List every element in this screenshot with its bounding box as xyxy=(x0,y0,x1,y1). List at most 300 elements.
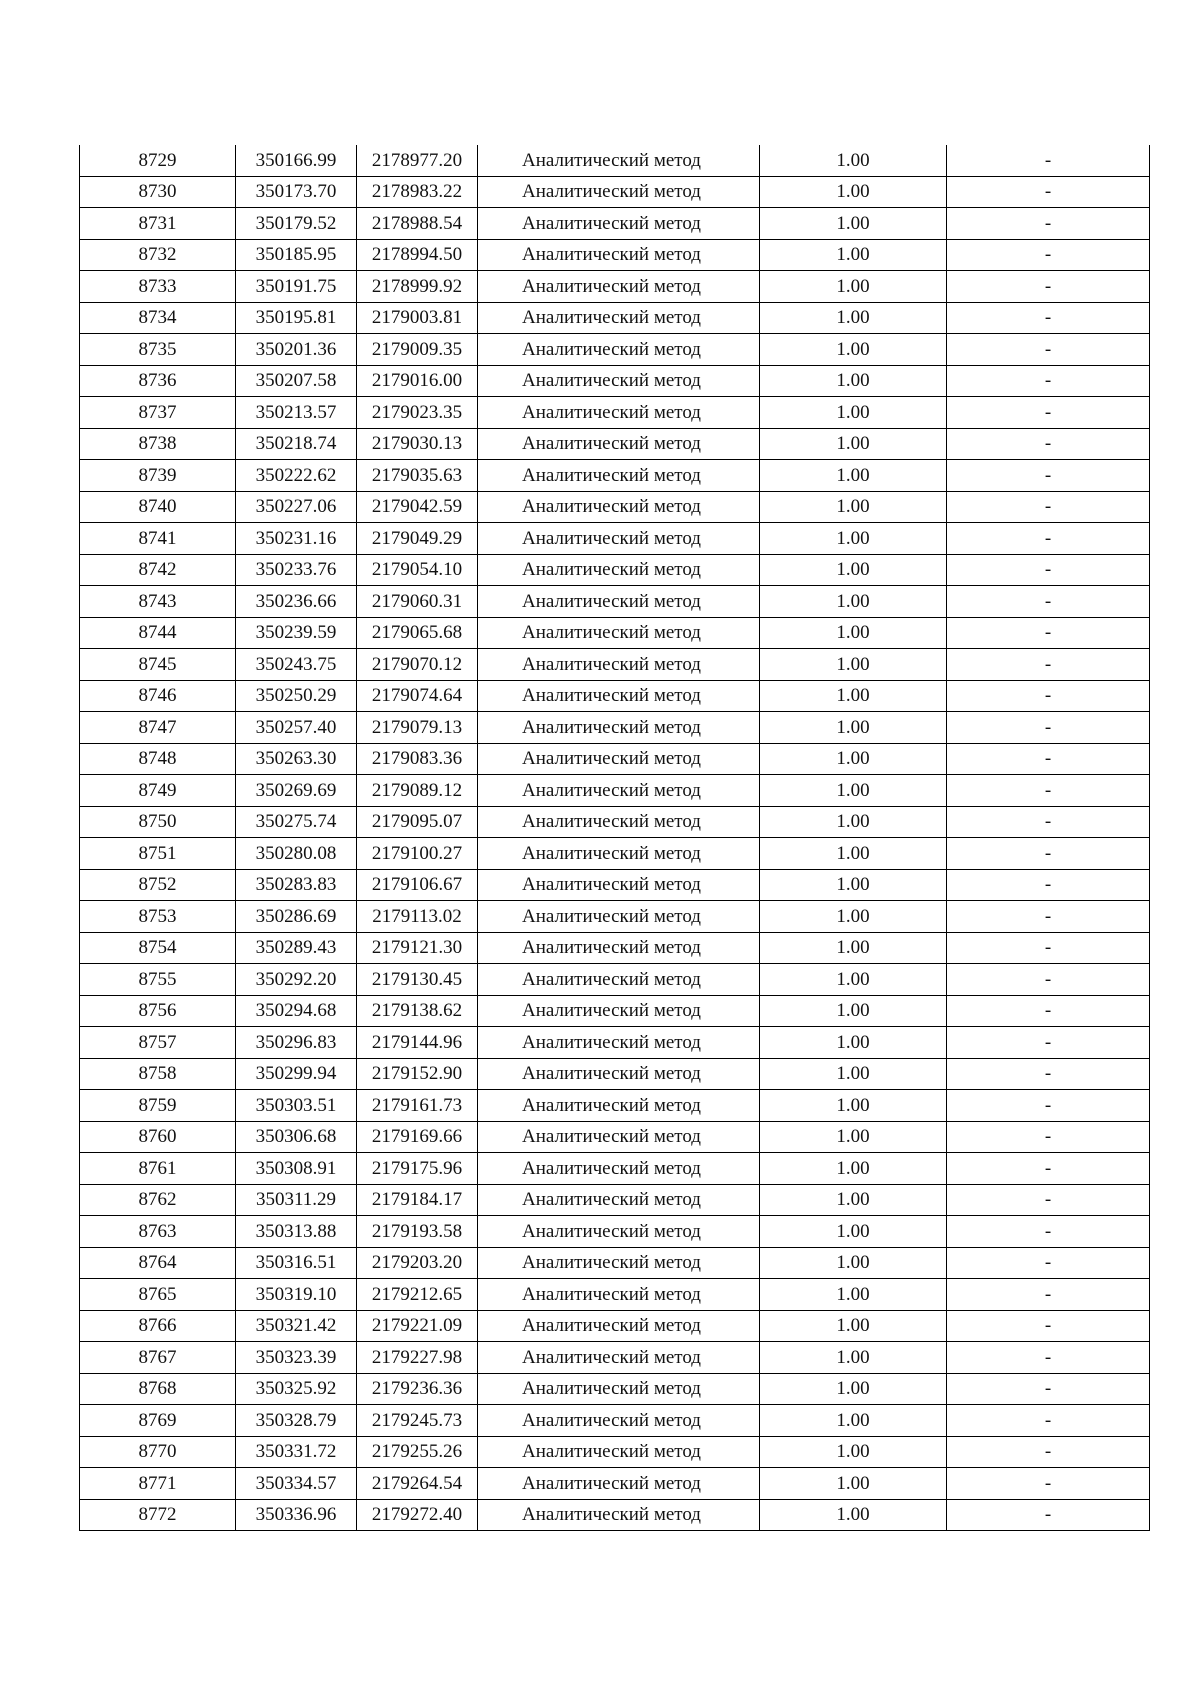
accuracy-cell: 1.00 xyxy=(760,743,947,775)
note-cell: - xyxy=(947,586,1150,618)
coordinates-table xyxy=(79,145,1150,1531)
x-coordinate-cell: 350185.95 xyxy=(236,239,357,271)
table-row xyxy=(80,964,1150,996)
accuracy-cell: 1.00 xyxy=(760,176,947,208)
point-number-cell: 8752 xyxy=(80,869,236,901)
x-coordinate-cell: 350328.79 xyxy=(236,1405,357,1437)
table-row xyxy=(80,1153,1150,1185)
method-cell: Аналитический метод xyxy=(478,1058,760,1090)
note-cell: - xyxy=(947,145,1150,176)
note-cell: - xyxy=(947,1216,1150,1248)
note-cell: - xyxy=(947,554,1150,586)
accuracy-cell: 1.00 xyxy=(760,1216,947,1248)
accuracy-cell: 1.00 xyxy=(760,1342,947,1374)
method-cell: Аналитический метод xyxy=(478,1216,760,1248)
x-coordinate-cell: 350313.88 xyxy=(236,1216,357,1248)
note-cell: - xyxy=(947,712,1150,744)
note-cell: - xyxy=(947,176,1150,208)
accuracy-cell: 1.00 xyxy=(760,145,947,176)
point-number-cell: 8757 xyxy=(80,1027,236,1059)
accuracy-cell: 1.00 xyxy=(760,1436,947,1468)
accuracy-cell: 1.00 xyxy=(760,208,947,240)
y-coordinate-cell: 2179227.98 xyxy=(357,1342,478,1374)
table-row xyxy=(80,1436,1150,1468)
method-cell: Аналитический метод xyxy=(478,1499,760,1531)
table-row xyxy=(80,334,1150,366)
x-coordinate-cell: 350323.39 xyxy=(236,1342,357,1374)
method-cell: Аналитический метод xyxy=(478,1436,760,1468)
y-coordinate-cell: 2179079.13 xyxy=(357,712,478,744)
method-cell: Аналитический метод xyxy=(478,397,760,429)
y-coordinate-cell: 2179060.31 xyxy=(357,586,478,618)
accuracy-cell: 1.00 xyxy=(760,1247,947,1279)
table-row xyxy=(80,1058,1150,1090)
table-row xyxy=(80,1279,1150,1311)
y-coordinate-cell: 2179009.35 xyxy=(357,334,478,366)
x-coordinate-cell: 350263.30 xyxy=(236,743,357,775)
accuracy-cell: 1.00 xyxy=(760,1310,947,1342)
note-cell: - xyxy=(947,995,1150,1027)
accuracy-cell: 1.00 xyxy=(760,617,947,649)
method-cell: Аналитический метод xyxy=(478,302,760,334)
accuracy-cell: 1.00 xyxy=(760,1121,947,1153)
accuracy-cell: 1.00 xyxy=(760,365,947,397)
accuracy-cell: 1.00 xyxy=(760,901,947,933)
table-row xyxy=(80,365,1150,397)
table-row xyxy=(80,239,1150,271)
y-coordinate-cell: 2179272.40 xyxy=(357,1499,478,1531)
point-number-cell: 8766 xyxy=(80,1310,236,1342)
y-coordinate-cell: 2179089.12 xyxy=(357,775,478,807)
point-number-cell: 8740 xyxy=(80,491,236,523)
point-number-cell: 8748 xyxy=(80,743,236,775)
note-cell: - xyxy=(947,617,1150,649)
note-cell: - xyxy=(947,775,1150,807)
accuracy-cell: 1.00 xyxy=(760,1153,947,1185)
table-row xyxy=(80,523,1150,555)
point-number-cell: 8755 xyxy=(80,964,236,996)
y-coordinate-cell: 2179169.66 xyxy=(357,1121,478,1153)
x-coordinate-cell: 350191.75 xyxy=(236,271,357,303)
x-coordinate-cell: 350311.29 xyxy=(236,1184,357,1216)
x-coordinate-cell: 350280.08 xyxy=(236,838,357,870)
y-coordinate-cell: 2179161.73 xyxy=(357,1090,478,1122)
point-number-cell: 8736 xyxy=(80,365,236,397)
x-coordinate-cell: 350218.74 xyxy=(236,428,357,460)
x-coordinate-cell: 350231.16 xyxy=(236,523,357,555)
accuracy-cell: 1.00 xyxy=(760,302,947,334)
y-coordinate-cell: 2179245.73 xyxy=(357,1405,478,1437)
point-number-cell: 8744 xyxy=(80,617,236,649)
note-cell: - xyxy=(947,397,1150,429)
note-cell: - xyxy=(947,743,1150,775)
method-cell: Аналитический метод xyxy=(478,145,760,176)
table-row xyxy=(80,554,1150,586)
point-number-cell: 8751 xyxy=(80,838,236,870)
x-coordinate-cell: 350283.83 xyxy=(236,869,357,901)
table-row xyxy=(80,586,1150,618)
x-coordinate-cell: 350236.66 xyxy=(236,586,357,618)
x-coordinate-cell: 350179.52 xyxy=(236,208,357,240)
table-row xyxy=(80,1373,1150,1405)
note-cell: - xyxy=(947,271,1150,303)
point-number-cell: 8737 xyxy=(80,397,236,429)
table-row xyxy=(80,1499,1150,1531)
table-row xyxy=(80,1310,1150,1342)
x-coordinate-cell: 350294.68 xyxy=(236,995,357,1027)
x-coordinate-cell: 350289.43 xyxy=(236,932,357,964)
method-cell: Аналитический метод xyxy=(478,1279,760,1311)
table-row xyxy=(80,995,1150,1027)
point-number-cell: 8772 xyxy=(80,1499,236,1531)
table-row xyxy=(80,775,1150,807)
y-coordinate-cell: 2179106.67 xyxy=(357,869,478,901)
note-cell: - xyxy=(947,649,1150,681)
y-coordinate-cell: 2179255.26 xyxy=(357,1436,478,1468)
point-number-cell: 8746 xyxy=(80,680,236,712)
method-cell: Аналитический метод xyxy=(478,1468,760,1500)
method-cell: Аналитический метод xyxy=(478,1342,760,1374)
note-cell: - xyxy=(947,428,1150,460)
x-coordinate-cell: 350269.69 xyxy=(236,775,357,807)
point-number-cell: 8738 xyxy=(80,428,236,460)
y-coordinate-cell: 2179144.96 xyxy=(357,1027,478,1059)
y-coordinate-cell: 2179130.45 xyxy=(357,964,478,996)
y-coordinate-cell: 2179264.54 xyxy=(357,1468,478,1500)
point-number-cell: 8733 xyxy=(80,271,236,303)
point-number-cell: 8770 xyxy=(80,1436,236,1468)
point-number-cell: 8730 xyxy=(80,176,236,208)
note-cell: - xyxy=(947,1027,1150,1059)
note-cell: - xyxy=(947,334,1150,366)
x-coordinate-cell: 350275.74 xyxy=(236,806,357,838)
point-number-cell: 8762 xyxy=(80,1184,236,1216)
point-number-cell: 8753 xyxy=(80,901,236,933)
point-number-cell: 8731 xyxy=(80,208,236,240)
x-coordinate-cell: 350296.83 xyxy=(236,1027,357,1059)
x-coordinate-cell: 350195.81 xyxy=(236,302,357,334)
y-coordinate-cell: 2179184.17 xyxy=(357,1184,478,1216)
accuracy-cell: 1.00 xyxy=(760,1090,947,1122)
y-coordinate-cell: 2179042.59 xyxy=(357,491,478,523)
point-number-cell: 8765 xyxy=(80,1279,236,1311)
method-cell: Аналитический метод xyxy=(478,901,760,933)
x-coordinate-cell: 350227.06 xyxy=(236,491,357,523)
accuracy-cell: 1.00 xyxy=(760,1468,947,1500)
accuracy-cell: 1.00 xyxy=(760,932,947,964)
x-coordinate-cell: 350257.40 xyxy=(236,712,357,744)
method-cell: Аналитический метод xyxy=(478,932,760,964)
point-number-cell: 8741 xyxy=(80,523,236,555)
method-cell: Аналитический метод xyxy=(478,208,760,240)
y-coordinate-cell: 2179054.10 xyxy=(357,554,478,586)
table-row xyxy=(80,1405,1150,1437)
accuracy-cell: 1.00 xyxy=(760,334,947,366)
x-coordinate-cell: 350316.51 xyxy=(236,1247,357,1279)
point-number-cell: 8756 xyxy=(80,995,236,1027)
note-cell: - xyxy=(947,208,1150,240)
note-cell: - xyxy=(947,1153,1150,1185)
table-row xyxy=(80,838,1150,870)
note-cell: - xyxy=(947,1436,1150,1468)
table-row xyxy=(80,806,1150,838)
x-coordinate-cell: 350222.62 xyxy=(236,460,357,492)
note-cell: - xyxy=(947,1499,1150,1531)
note-cell: - xyxy=(947,1468,1150,1500)
note-cell: - xyxy=(947,964,1150,996)
point-number-cell: 8745 xyxy=(80,649,236,681)
x-coordinate-cell: 350243.75 xyxy=(236,649,357,681)
table-row xyxy=(80,1247,1150,1279)
method-cell: Аналитический метод xyxy=(478,995,760,1027)
table-row xyxy=(80,649,1150,681)
x-coordinate-cell: 350303.51 xyxy=(236,1090,357,1122)
accuracy-cell: 1.00 xyxy=(760,1499,947,1531)
point-number-cell: 8749 xyxy=(80,775,236,807)
accuracy-cell: 1.00 xyxy=(760,995,947,1027)
table-row xyxy=(80,460,1150,492)
point-number-cell: 8734 xyxy=(80,302,236,334)
x-coordinate-cell: 350250.29 xyxy=(236,680,357,712)
accuracy-cell: 1.00 xyxy=(760,1405,947,1437)
note-cell: - xyxy=(947,1373,1150,1405)
accuracy-cell: 1.00 xyxy=(760,838,947,870)
point-number-cell: 8739 xyxy=(80,460,236,492)
accuracy-cell: 1.00 xyxy=(760,271,947,303)
y-coordinate-cell: 2179152.90 xyxy=(357,1058,478,1090)
accuracy-cell: 1.00 xyxy=(760,491,947,523)
accuracy-cell: 1.00 xyxy=(760,1184,947,1216)
y-coordinate-cell: 2179236.36 xyxy=(357,1373,478,1405)
x-coordinate-cell: 350336.96 xyxy=(236,1499,357,1531)
point-number-cell: 8767 xyxy=(80,1342,236,1374)
x-coordinate-cell: 350319.10 xyxy=(236,1279,357,1311)
x-coordinate-cell: 350166.99 xyxy=(236,145,357,176)
method-cell: Аналитический метод xyxy=(478,523,760,555)
method-cell: Аналитический метод xyxy=(478,239,760,271)
x-coordinate-cell: 350286.69 xyxy=(236,901,357,933)
method-cell: Аналитический метод xyxy=(478,428,760,460)
method-cell: Аналитический метод xyxy=(478,1027,760,1059)
table-row xyxy=(80,1184,1150,1216)
x-coordinate-cell: 350233.76 xyxy=(236,554,357,586)
point-number-cell: 8769 xyxy=(80,1405,236,1437)
x-coordinate-cell: 350173.70 xyxy=(236,176,357,208)
method-cell: Аналитический метод xyxy=(478,1373,760,1405)
table-row xyxy=(80,1121,1150,1153)
x-coordinate-cell: 350207.58 xyxy=(236,365,357,397)
method-cell: Аналитический метод xyxy=(478,712,760,744)
table-row xyxy=(80,1468,1150,1500)
y-coordinate-cell: 2179003.81 xyxy=(357,302,478,334)
method-cell: Аналитический метод xyxy=(478,1247,760,1279)
accuracy-cell: 1.00 xyxy=(760,964,947,996)
note-cell: - xyxy=(947,239,1150,271)
note-cell: - xyxy=(947,1247,1150,1279)
method-cell: Аналитический метод xyxy=(478,460,760,492)
y-coordinate-cell: 2179074.64 xyxy=(357,680,478,712)
accuracy-cell: 1.00 xyxy=(760,239,947,271)
y-coordinate-cell: 2179121.30 xyxy=(357,932,478,964)
y-coordinate-cell: 2179203.20 xyxy=(357,1247,478,1279)
accuracy-cell: 1.00 xyxy=(760,649,947,681)
method-cell: Аналитический метод xyxy=(478,1184,760,1216)
note-cell: - xyxy=(947,1090,1150,1122)
y-coordinate-cell: 2179212.65 xyxy=(357,1279,478,1311)
accuracy-cell: 1.00 xyxy=(760,586,947,618)
method-cell: Аналитический метод xyxy=(478,586,760,618)
point-number-cell: 8735 xyxy=(80,334,236,366)
point-number-cell: 8743 xyxy=(80,586,236,618)
y-coordinate-cell: 2178988.54 xyxy=(357,208,478,240)
note-cell: - xyxy=(947,365,1150,397)
table-row xyxy=(80,208,1150,240)
point-number-cell: 8729 xyxy=(80,145,236,176)
point-number-cell: 8763 xyxy=(80,1216,236,1248)
x-coordinate-cell: 350299.94 xyxy=(236,1058,357,1090)
x-coordinate-cell: 350213.57 xyxy=(236,397,357,429)
y-coordinate-cell: 2179070.12 xyxy=(357,649,478,681)
note-cell: - xyxy=(947,932,1150,964)
accuracy-cell: 1.00 xyxy=(760,428,947,460)
method-cell: Аналитический метод xyxy=(478,365,760,397)
x-coordinate-cell: 350292.20 xyxy=(236,964,357,996)
note-cell: - xyxy=(947,1342,1150,1374)
point-number-cell: 8747 xyxy=(80,712,236,744)
point-number-cell: 8754 xyxy=(80,932,236,964)
note-cell: - xyxy=(947,901,1150,933)
table-row xyxy=(80,397,1150,429)
note-cell: - xyxy=(947,1121,1150,1153)
point-number-cell: 8760 xyxy=(80,1121,236,1153)
method-cell: Аналитический метод xyxy=(478,1090,760,1122)
point-number-cell: 8759 xyxy=(80,1090,236,1122)
method-cell: Аналитический метод xyxy=(478,1121,760,1153)
accuracy-cell: 1.00 xyxy=(760,1027,947,1059)
accuracy-cell: 1.00 xyxy=(760,869,947,901)
y-coordinate-cell: 2179035.63 xyxy=(357,460,478,492)
accuracy-cell: 1.00 xyxy=(760,1279,947,1311)
accuracy-cell: 1.00 xyxy=(760,680,947,712)
y-coordinate-cell: 2179113.02 xyxy=(357,901,478,933)
y-coordinate-cell: 2179100.27 xyxy=(357,838,478,870)
table-row xyxy=(80,932,1150,964)
method-cell: Аналитический метод xyxy=(478,838,760,870)
table-row xyxy=(80,712,1150,744)
x-coordinate-cell: 350308.91 xyxy=(236,1153,357,1185)
x-coordinate-cell: 350239.59 xyxy=(236,617,357,649)
table-row xyxy=(80,1090,1150,1122)
note-cell: - xyxy=(947,491,1150,523)
method-cell: Аналитический метод xyxy=(478,806,760,838)
accuracy-cell: 1.00 xyxy=(760,1058,947,1090)
x-coordinate-cell: 350306.68 xyxy=(236,1121,357,1153)
table-row xyxy=(80,901,1150,933)
note-cell: - xyxy=(947,806,1150,838)
y-coordinate-cell: 2179221.09 xyxy=(357,1310,478,1342)
x-coordinate-cell: 350201.36 xyxy=(236,334,357,366)
note-cell: - xyxy=(947,1058,1150,1090)
table-row xyxy=(80,1342,1150,1374)
accuracy-cell: 1.00 xyxy=(760,397,947,429)
y-coordinate-cell: 2179030.13 xyxy=(357,428,478,460)
y-coordinate-cell: 2179065.68 xyxy=(357,617,478,649)
method-cell: Аналитический метод xyxy=(478,1405,760,1437)
note-cell: - xyxy=(947,460,1150,492)
y-coordinate-cell: 2178977.20 xyxy=(357,145,478,176)
note-cell: - xyxy=(947,302,1150,334)
y-coordinate-cell: 2179016.00 xyxy=(357,365,478,397)
table-row xyxy=(80,617,1150,649)
point-number-cell: 8732 xyxy=(80,239,236,271)
accuracy-cell: 1.00 xyxy=(760,806,947,838)
method-cell: Аналитический метод xyxy=(478,775,760,807)
method-cell: Аналитический метод xyxy=(478,649,760,681)
point-number-cell: 8764 xyxy=(80,1247,236,1279)
x-coordinate-cell: 350321.42 xyxy=(236,1310,357,1342)
note-cell: - xyxy=(947,1184,1150,1216)
note-cell: - xyxy=(947,680,1150,712)
note-cell: - xyxy=(947,869,1150,901)
accuracy-cell: 1.00 xyxy=(760,775,947,807)
y-coordinate-cell: 2178994.50 xyxy=(357,239,478,271)
table-row xyxy=(80,743,1150,775)
method-cell: Аналитический метод xyxy=(478,1310,760,1342)
y-coordinate-cell: 2178983.22 xyxy=(357,176,478,208)
table-row xyxy=(80,428,1150,460)
method-cell: Аналитический метод xyxy=(478,554,760,586)
accuracy-cell: 1.00 xyxy=(760,712,947,744)
accuracy-cell: 1.00 xyxy=(760,523,947,555)
table-row xyxy=(80,302,1150,334)
method-cell: Аналитический метод xyxy=(478,964,760,996)
accuracy-cell: 1.00 xyxy=(760,554,947,586)
method-cell: Аналитический метод xyxy=(478,743,760,775)
method-cell: Аналитический метод xyxy=(478,617,760,649)
table-row xyxy=(80,1027,1150,1059)
table-row xyxy=(80,1216,1150,1248)
note-cell: - xyxy=(947,838,1150,870)
table-row xyxy=(80,869,1150,901)
accuracy-cell: 1.00 xyxy=(760,460,947,492)
method-cell: Аналитический метод xyxy=(478,334,760,366)
point-number-cell: 8771 xyxy=(80,1468,236,1500)
note-cell: - xyxy=(947,523,1150,555)
y-coordinate-cell: 2179175.96 xyxy=(357,1153,478,1185)
y-coordinate-cell: 2179138.62 xyxy=(357,995,478,1027)
point-number-cell: 8758 xyxy=(80,1058,236,1090)
table-row xyxy=(80,145,1150,176)
method-cell: Аналитический метод xyxy=(478,680,760,712)
note-cell: - xyxy=(947,1310,1150,1342)
accuracy-cell: 1.00 xyxy=(760,1373,947,1405)
y-coordinate-cell: 2179049.29 xyxy=(357,523,478,555)
table-row xyxy=(80,680,1150,712)
y-coordinate-cell: 2179095.07 xyxy=(357,806,478,838)
point-number-cell: 8750 xyxy=(80,806,236,838)
note-cell: - xyxy=(947,1405,1150,1437)
coordinates-table-body xyxy=(80,145,1150,1531)
method-cell: Аналитический метод xyxy=(478,491,760,523)
y-coordinate-cell: 2179023.35 xyxy=(357,397,478,429)
x-coordinate-cell: 350331.72 xyxy=(236,1436,357,1468)
y-coordinate-cell: 2179193.58 xyxy=(357,1216,478,1248)
table-row xyxy=(80,271,1150,303)
method-cell: Аналитический метод xyxy=(478,176,760,208)
table-row xyxy=(80,176,1150,208)
method-cell: Аналитический метод xyxy=(478,1153,760,1185)
x-coordinate-cell: 350325.92 xyxy=(236,1373,357,1405)
